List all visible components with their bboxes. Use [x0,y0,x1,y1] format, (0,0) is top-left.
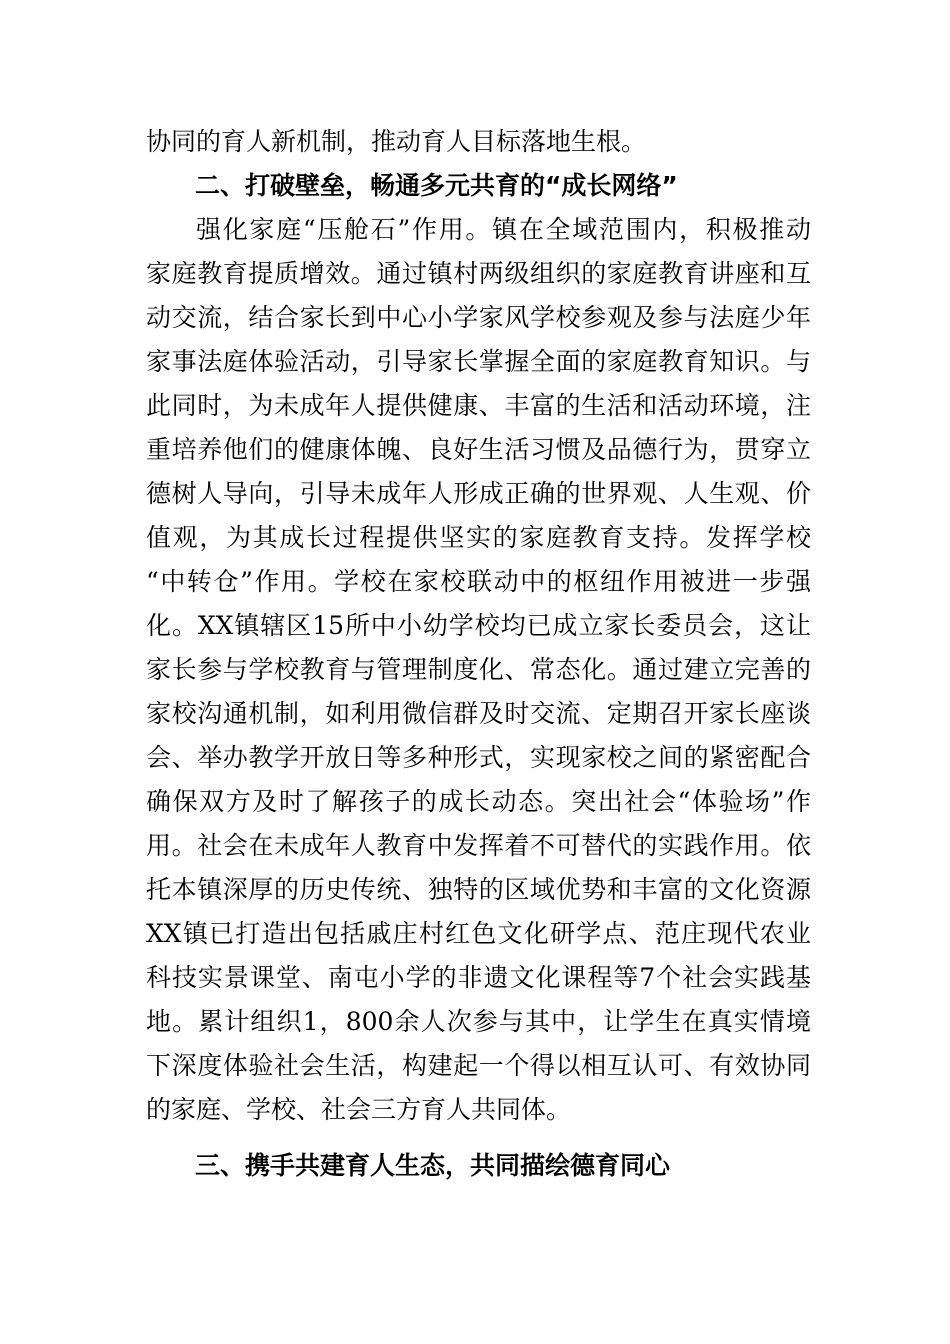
paragraph-line: 化。XX镇辖区15所中小幼学校均已成立家长委员会，这让 [146,611,811,640]
paragraph-line: 协同的育人新机制，推动育人目标落地生根。 [146,127,647,156]
paragraph-line: 确保双方及时了解孩子的成长动态。突出社会“体验场”作 [146,787,811,816]
paragraph-line: 家庭教育提质增效。通过镇村两级组织的家庭教育讲座和互 [146,259,811,288]
paragraph-line: 家校沟通机制，如利用微信群及时交流、定期召开家长座谈 [146,699,811,728]
section-heading-2: 二、打破壁垒，畅通多元共育的“成长网络” [195,171,678,200]
paragraph-line: 此同时，为未成年人提供健康、丰富的生活和活动环境，注 [146,391,811,420]
paragraph-line: 用。社会在未成年人教育中发挥着不可替代的实践作用。依 [146,831,811,860]
paragraph-line: 托本镇深厚的历史传统、独特的区域优势和丰富的文化资源 [146,875,811,904]
paragraph-line: XX镇已打造出包括戚庄村红色文化研学点、范庄现代农业 [146,919,811,948]
paragraph-line: 会、举办教学开放日等多种形式，实现家校之间的紧密配合 [146,743,811,772]
paragraph-line: 家长参与学校教育与管理制度化、常态化。通过建立完善的 [146,655,811,684]
paragraph-line: 下深度体验社会生活，构建起一个得以相互认可、有效协同 [146,1051,811,1080]
paragraph-line: 强化家庭“压舱石”作用。镇在全域范围内，积极推动 [196,215,811,244]
paragraph-line: 家事法庭体验活动，引导家长掌握全面的家庭教育知识。与 [146,347,811,376]
paragraph-line: 德树人导向，引导未成年人形成正确的世界观、人生观、价 [146,479,811,508]
paragraph-line: 值观，为其成长过程提供坚实的家庭教育支持。发挥学校 [146,523,811,552]
paragraph-line: 重培养他们的健康体魄、良好生活习惯及品德行为，贯穿立 [146,435,811,464]
paragraph-line: “中转仓”作用。学校在家校联动中的枢纽作用被进一步强 [146,567,811,596]
paragraph-line: 地。累计组织1，800余人次参与其中，让学生在真实情境 [146,1007,811,1036]
paragraph-line: 的家庭、学校、社会三方育人共同体。 [146,1095,572,1124]
section-heading-3: 三、携手共建育人生态，共同描绘德育同心 [195,1151,671,1180]
paragraph-line: 科技实景课堂、南屯小学的非遗文化课程等7个社会实践基 [146,963,811,992]
paragraph-line: 动交流，结合家长到中心小学家风学校参观及参与法庭少年 [146,303,811,332]
